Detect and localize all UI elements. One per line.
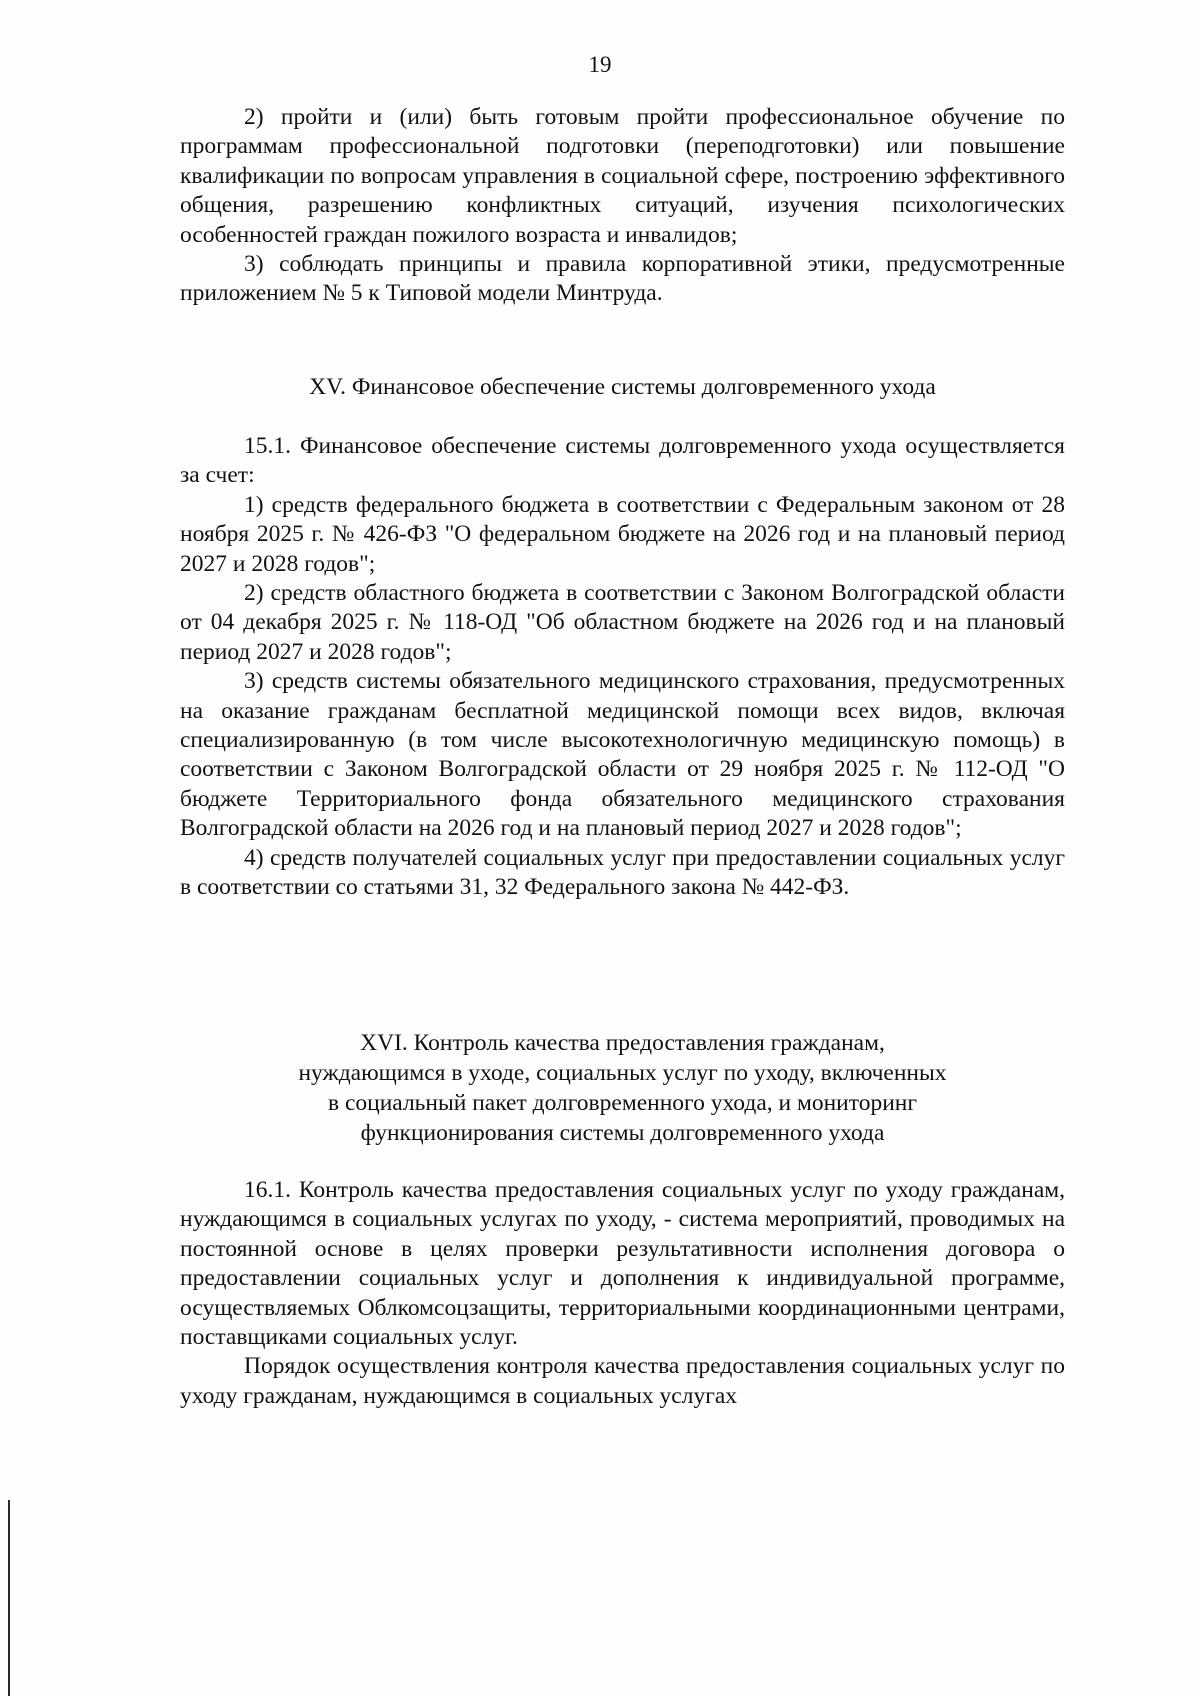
clause-16-1: 16.1. Контроль качества предоставления социальных услуг по уходу гражданам, нуждающимся в социальных услугах по уходу, - система мероприятий, проводимых на постоянной основе в целях проверки результативности исполнения договора о предоставлении социальных услуг и дополнения к индивидуальной программе, осуществляемых Облкомсоцзащиты, территориальными координационными центрами, поставщиками социальных услуг.: [180, 1177, 1065, 1351]
text-block-financing: [180, 432, 1065, 903]
list-item-3: 3) соблюдать принципы и правила корпоративной этики, предусмотренные приложением № 5 к Типовой модели Минтруда.: [180, 251, 1065, 307]
funding-source-3: 3) средств системы обязательного медицинского страхования, предусмотренных на оказание гражданам бесплатной медицинской помощи всех видов, включая специализированную (в том числе высокотехнологичную медицинскую помощь) в соответствии с Законом Волгоградской области от 29 ноября 2025 г. № 112-ОД "О бюджете Территориального фонда обязательного медицинского страхования Волгоградской области на 2026 год и на плановый период 2027 и 2028 годов";: [180, 668, 1065, 842]
scan-edge-line: [8, 1500, 10, 1696]
list-item-2: 2) пройти и (или) быть готовым пройти профессиональное обучение по программам профессиональной подготовки (переподготовки) или повышение квалификации по вопросам управления в социальной сфере, построению эффективного общения, разрешению конфликтных ситуаций, изучения психологических особенностей граждан пожилого возраста и инвалидов;: [180, 104, 1065, 248]
control-procedure-paragraph: Порядок осуществления контроля качества предоставления социальных услуг по уходу гражданам, нуждающимся в социальных услугах: [180, 1353, 1065, 1409]
funding-source-4: 4) средств получателей социальных услуг при предоставлении социальных услуг в соответствии со статьями 31, 32 Федерального закона № 442-ФЗ.: [180, 844, 1065, 901]
text-block-obligations: [180, 103, 1065, 309]
funding-source-2: 2) средств областного бюджета в соответствии с Законом Волгоградской области от 04 декабря 2025 г. № 118-ОД "Об областном бюджете на 2026 год и на плановый период 2027 и 2028 годов";: [180, 580, 1065, 665]
section-16-title-line-3: в социальный пакет долговременного ухода, и мониторинг: [328, 1090, 917, 1116]
section-16-title-line-2: нуждающимся в уходе, социальных услуг по уходу, включенных: [298, 1060, 947, 1086]
section-15-title: XV. Финансовое обеспечение системы долговременного ухода: [309, 374, 936, 400]
funding-source-1: 1) средств федерального бюджета в соответствии с Федеральным законом от 28 ноября 2025 г. № 426-ФЗ "О федеральном бюджете на 2026 год и на плановый период 2027 и 2028 годов";: [180, 491, 1065, 577]
clause-15-1: 15.1. Финансовое обеспечение системы долговременного ухода осуществляется за счет:: [180, 433, 1065, 489]
section-16-title-line-4: функционирования системы долговременного ухода: [360, 1120, 885, 1146]
section-15-heading: [180, 372, 1065, 402]
section-16-title-line-1: XVI. Контроль качества предоставления гражданам,: [360, 1030, 885, 1056]
page-number: 19: [588, 52, 612, 77]
section-16-heading: [180, 1028, 1065, 1148]
text-block-quality-control: [180, 1176, 1065, 1411]
